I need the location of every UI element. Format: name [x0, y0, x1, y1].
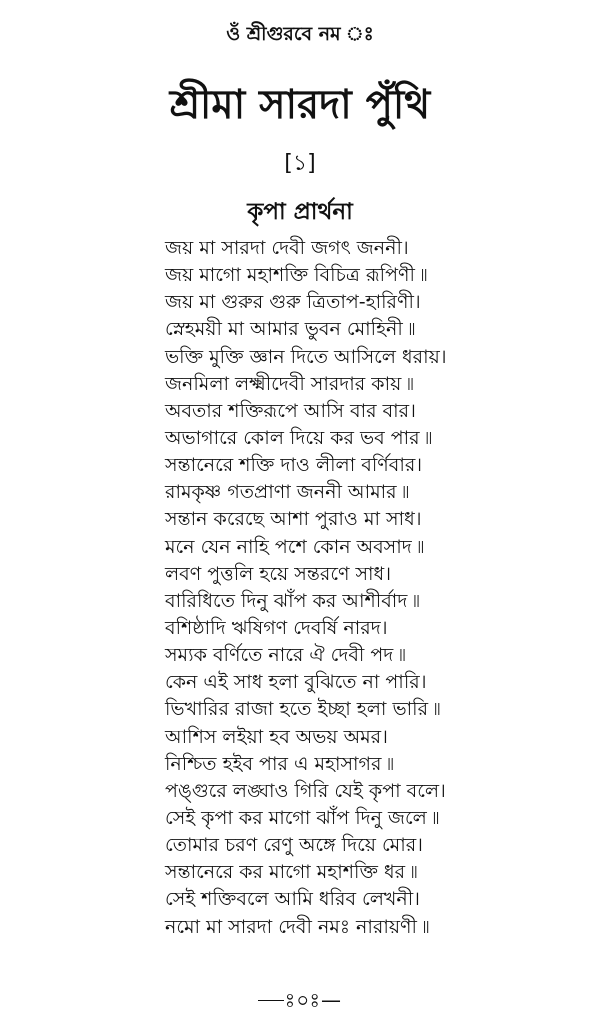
verse-line: সেই কৃপা কর মাগো ঝাঁপ দিনু জলে ৷৷ — [165, 806, 440, 829]
verse-line: পঙ্গুরে লঙ্ঘাও গিরি যেই কৃপা বলে। — [165, 779, 446, 802]
section-heading: কৃপা প্রার্থনা — [247, 199, 353, 225]
invocation-line: ওঁ শ্রীগুরবে নম ঃ — [226, 23, 374, 45]
verse-line: সন্তানেরে শক্তি দাও লীলা বর্ণিবার। — [165, 454, 423, 477]
verse-line: ভক্তি মুক্তি জ্ঞান দিতে আসিলে ধরায়। — [165, 345, 447, 368]
verse-line: স্নেহময়ী মা আমার ভুবন মোহিনী ৷৷ — [165, 318, 416, 341]
verse-line: অভাগারে কোল দিয়ে কর ভব পার ৷৷ — [165, 426, 433, 449]
verse-line: তোমার চরণ রেণু অঙ্গে দিয়ে মোর। — [165, 834, 423, 857]
verse-line: বারিধিতে দিনু ঝাঁপ কর আশীর্বাদ ৷৷ — [165, 589, 420, 612]
verse-line: জনমিলা লক্ষ্মীদেবী সারদার কায় ৷৷ — [165, 372, 414, 395]
verse-line: রামকৃষ্ণ গতপ্রাণা জননী আমার ৷৷ — [165, 481, 410, 504]
verse-line: মনে যেন নাহি পশে কোন অবসাদ ৷৷ — [165, 535, 425, 558]
verse-list — [165, 235, 585, 941]
verse-line: সন্তানেরে কর মাগো মহাশক্তি ধর ৷৷ — [165, 861, 418, 884]
verse-line: সেই শক্তিবলে আমি ধরিব লেখনী। — [165, 888, 420, 911]
verse-line: নিশ্চিত হইব পার এ মহাসাগর ৷৷ — [165, 752, 394, 775]
verse-line: সম্যক বর্ণিতে নারে ঐ দেবী পদ ৷৷ — [165, 644, 406, 667]
verse-line: কেন এই সাধ হলা বুঝিতে না পারি। — [165, 671, 427, 694]
verse-line: বশিষ্ঠাদি ঋষিগণ দেবর্ষি নারদ। — [165, 616, 388, 639]
verse-line: লবণ পুত্তলি হয়ে সন্তরণে সাধ। — [165, 562, 391, 585]
verse-line: জয় মা গুরুর গুরু ত্রিতাপ-হারিণী। — [165, 291, 421, 314]
end-ornament: —ঃ০ঃ— — [258, 988, 342, 1012]
verse-line: অবতার শক্তিরূপে আসি বার বার। — [165, 399, 416, 422]
verse-line: জয় মা সারদা দেবী জগৎ জননী। — [165, 237, 409, 259]
book-title: শ্রীমা সারদা পুঁথি — [169, 82, 431, 128]
verse-line: আশিস লইয়া হব অভয় অমর। — [165, 725, 388, 748]
verse-line: জয় মাগো মহাশক্তি বিচিত্র রূপিণী ৷৷ — [165, 264, 428, 287]
verse-line: নমো মা সারদা দেবী নমঃ নারায়ণী ৷৷ — [165, 915, 430, 938]
verse-line: ভিখারির রাজা হতে ইচ্ছা হলা ভারি ৷৷ — [165, 698, 441, 721]
chapter-number: [১] — [284, 151, 316, 176]
verse-line: সন্তান করেছে আশা পুরাও মা সাধ। — [165, 508, 422, 531]
